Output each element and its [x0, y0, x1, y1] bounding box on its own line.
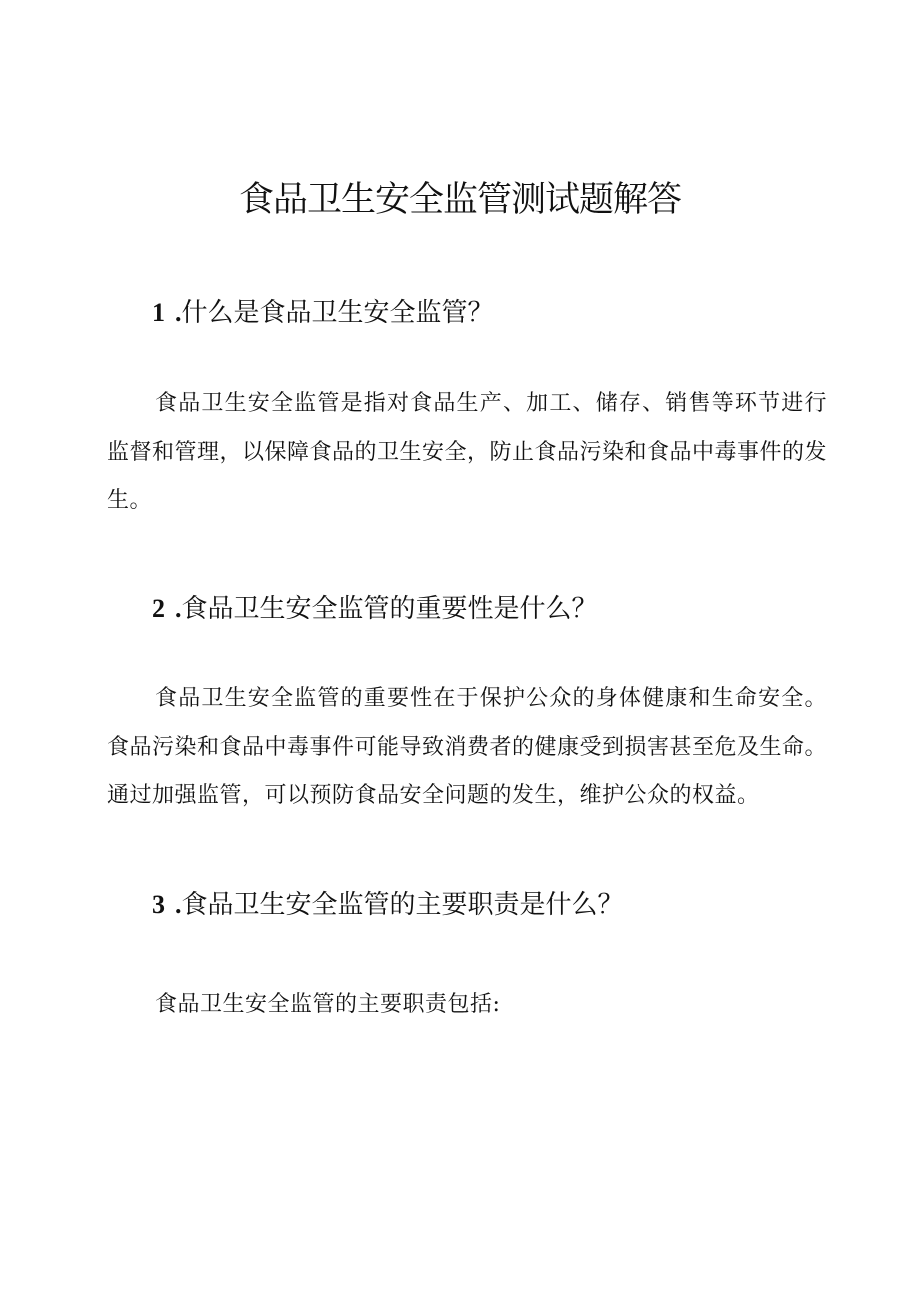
section-answer-3: 食品卫生安全监管的主要职责包括:	[155, 992, 501, 1017]
section-number: 2	[152, 594, 165, 623]
section-answer-2: 食品卫生安全监管的重要性在于保护公众的身体健康和生命安全。食品污染和食品中毒事件可能导致消费者的健康受到损害甚至危及生命。通过加强监管，可以预防食品安全问题的发生，维护公众的权益。	[107, 686, 828, 808]
document-title: 食品卫生安全监管测试题解答	[238, 180, 681, 220]
section-number: 3	[152, 890, 165, 919]
section-answer-1: 食品卫生安全监管是指对食品生产、加工、储存、销售等环节进行监督和管理，以保障食品的卫生安全，防止食品污染和食品中毒事件的发生。	[107, 391, 828, 513]
section-number-dot: .	[175, 594, 182, 623]
section-heading-1	[152, 295, 494, 331]
section-number-dot: .	[175, 890, 182, 919]
section-heading-2	[152, 591, 598, 627]
section-number-dot: .	[175, 298, 182, 327]
section-question: 什么是食品卫生安全监管？	[181, 298, 494, 328]
section-question: 食品卫生安全监管的重要性是什么？	[181, 594, 598, 624]
section-question: 食品卫生安全监管的主要职责是什么？	[181, 890, 624, 920]
section-heading-3	[152, 887, 624, 923]
section-number: 1	[152, 298, 165, 327]
